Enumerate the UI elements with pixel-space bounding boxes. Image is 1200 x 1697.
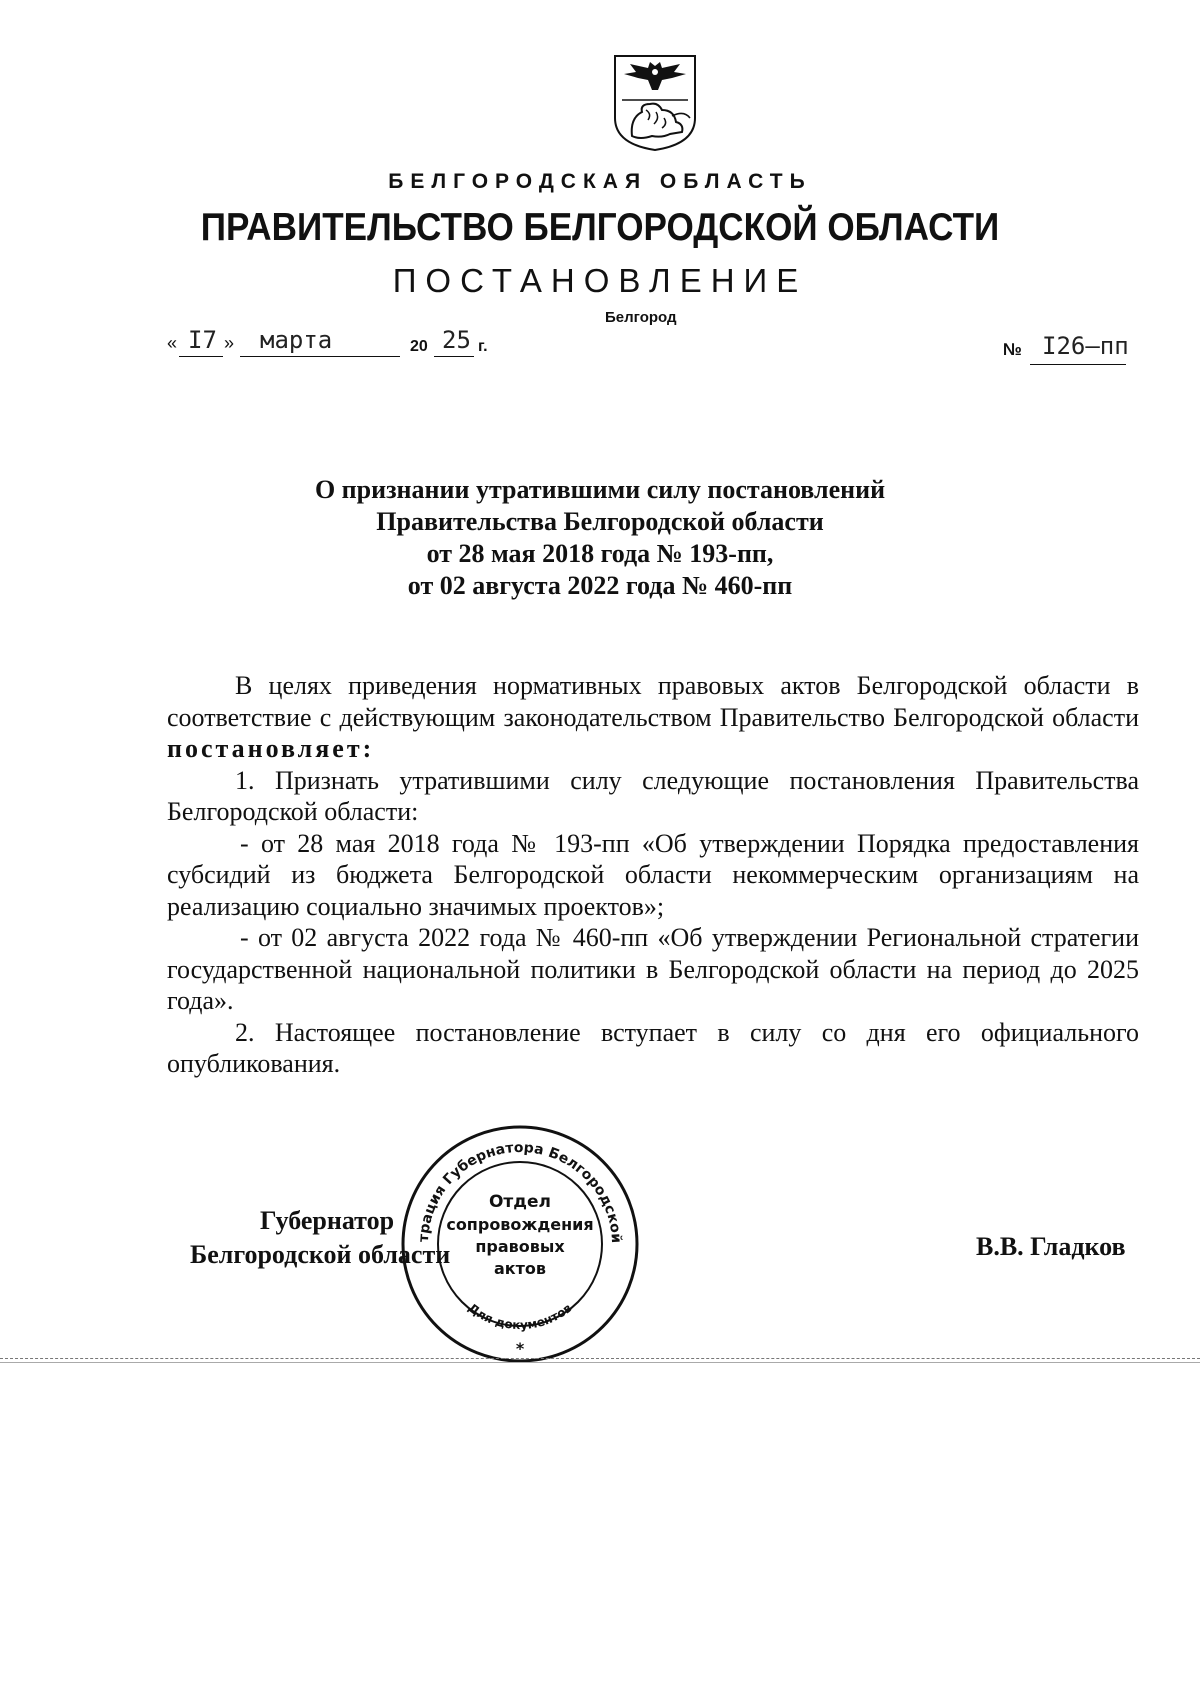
stamp-inner-line-3: правовых (475, 1237, 565, 1256)
title-line-2: Правительства Белгородской области (376, 507, 824, 536)
city-name: Белгород (605, 309, 677, 326)
month-underline (240, 356, 400, 357)
item-1-b: - от 02 августа 2022 года № 460-пп «Об утверждении Региональной стратегии государственной национальной политики в Белгородской области на период до 2025 года». (167, 923, 1139, 1015)
preamble-text: В целях приведения нормативных правовых актов Белгородской области в соответствие с действующим законодательством Правительство Белгородской области (167, 671, 1139, 732)
document-body (167, 670, 1139, 1080)
title-line-3: от 28 мая 2018 года № 193-пп, (426, 539, 774, 568)
government-name: ПРАВИТЕЛЬСТВО БЕЛГОРОДСКОЙ ОБЛАСТИ (200, 206, 1000, 249)
coat-of-arms-emblem (610, 52, 700, 152)
title-line-4: от 02 августа 2022 года № 460-пп (407, 571, 793, 600)
year-underline (434, 356, 474, 357)
stamp-outer-text: трация Губернатора Белгородской (415, 1139, 625, 1244)
year-prefix: 20 (410, 338, 428, 355)
year-mark: г. (478, 338, 488, 355)
svg-text:Для документов (465, 1300, 574, 1332)
stamp-inner-line-2: сопровождения (446, 1215, 594, 1234)
item-1-a: - от 28 мая 2018 года № 193-пп «Об утверждении Порядка предоставления субсидий из бюджета Белгородской области некоммерческим организациям на реализацию социально значимых проектов»; (167, 828, 1139, 921)
signatory-position-line-1: Губернатор (260, 1206, 395, 1235)
number-label: № (1003, 340, 1022, 359)
official-stamp (398, 1122, 642, 1366)
item-2: 2. Настоящее постановление вступает в силу со дня его официального опубликования. (167, 1017, 1139, 1078)
date-month: марта (260, 326, 333, 354)
document-number: I26–пп (1042, 332, 1129, 360)
region-name: БЕЛГОРОДСКАЯ ОБЛАСТЬ (388, 170, 812, 193)
date-open-quote: « (167, 333, 178, 353)
document-type: ПОСТАНОВЛЕНИЕ (392, 262, 808, 299)
stamp-bottom-text: Для документов (465, 1300, 575, 1333)
year-suffix: 25 (442, 326, 471, 354)
item-1: 1. Признать утратившими силу следующие постановления Правительства Белгородской области: (167, 765, 1139, 826)
date-day: I7 (188, 326, 217, 354)
stamp-inner-line-4: актов (493, 1259, 547, 1278)
day-underline (179, 356, 223, 357)
signatory-name: В.В. Гладков (976, 1232, 1126, 1261)
page-divider (0, 1358, 1200, 1359)
preamble-paragraph (167, 670, 1139, 765)
stamp-star: * (515, 1339, 525, 1358)
stamp-inner-line-1: Отдел (488, 1192, 552, 1212)
resolves-word: постановляет: (167, 734, 375, 763)
title-line-1: О признании утратившими силу постановлений (314, 475, 886, 504)
date-close-quote: » (224, 333, 235, 353)
page-divider-secondary (0, 1362, 1200, 1363)
signatory-position-line-2: Белгородской области (190, 1240, 451, 1269)
number-underline (1030, 364, 1126, 365)
document-title (0, 474, 1200, 602)
